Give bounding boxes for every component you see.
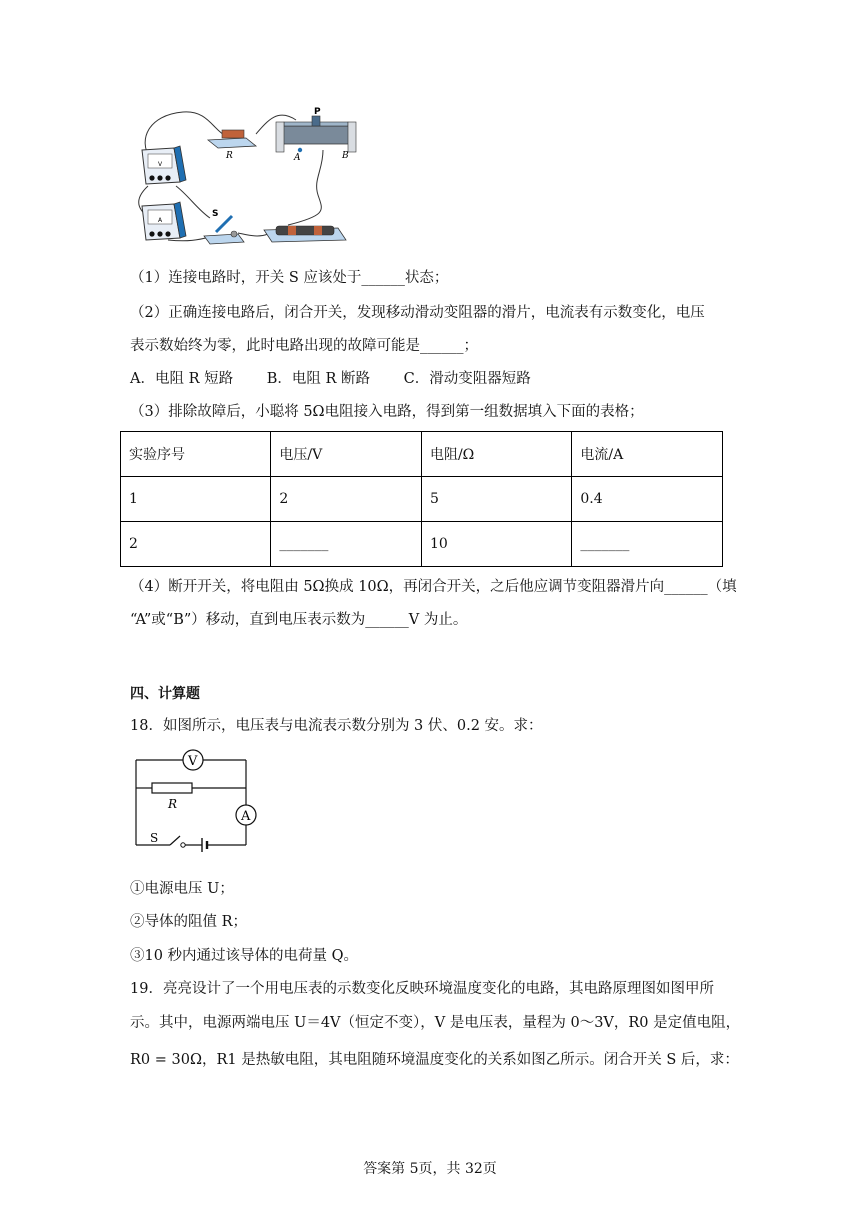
table-cell: _______ <box>271 522 422 567</box>
table-cell: 5 <box>421 477 571 522</box>
table-header-row <box>121 432 723 477</box>
switch-s <box>204 209 244 244</box>
svg-text:A: A <box>158 217 163 224</box>
battery <box>264 226 346 242</box>
table-row <box>121 477 723 522</box>
q17-part1: （1）连接电路时，开关 S 应该处于______状态； <box>130 270 449 286</box>
svg-text:P: P <box>314 107 321 117</box>
svg-text:A: A <box>241 809 251 824</box>
section-heading: 四、计算题 <box>130 686 200 702</box>
svg-text:S: S <box>212 209 219 219</box>
table-cell: 10 <box>421 522 571 567</box>
q19-line-1: 19．亮亮设计了一个用电压表的示数变化反映环境温度变化的电路，其电路原理图如图甲所 <box>130 981 714 997</box>
q17-part4-line2: “A”或“B”）移动，直到电压表示数为______V 为止。 <box>130 612 468 628</box>
table-cell: 2 <box>121 522 271 567</box>
q19-line-3: R0 = 30Ω，R1 是热敏电阻，其电阻随环境温度变化的关系如图乙所示。闭合开关 S 后，求： <box>130 1052 739 1068</box>
data-table <box>120 431 723 567</box>
voltmeter <box>142 146 186 184</box>
q18-item-3: ③10 秒内通过该导体的电荷量 Q。 <box>130 948 359 964</box>
rheostat <box>276 107 356 163</box>
table-cell: 1 <box>121 477 271 522</box>
svg-text:B: B <box>342 151 349 161</box>
q18-item-1: ①电源电压 U； <box>130 881 234 897</box>
page-footer: 答案第 5页，共 32页 <box>363 1161 497 1177</box>
switch-symbol <box>170 836 180 845</box>
svg-text:S: S <box>150 831 159 845</box>
q18-stem: 18．如图所示，电压表与电流表示数分别为 3 伏、0.2 安。求： <box>130 718 543 734</box>
table-header-cell: 电压/V <box>271 432 422 477</box>
circuit-apparatus-figure <box>128 100 368 250</box>
circuit-schematic-figure <box>128 745 268 857</box>
svg-text:R: R <box>226 151 233 161</box>
svg-text:V: V <box>188 754 198 769</box>
svg-text:V: V <box>158 161 163 168</box>
ammeter <box>142 202 186 240</box>
resistor-symbol <box>152 783 192 793</box>
q17-part4-line1: （4）断开开关，将电阻由 5Ω换成 10Ω，再闭合开关，之后他应调节变阻器滑片向______（填 <box>130 579 737 595</box>
table-cell: _______ <box>572 522 723 567</box>
table-cell: 0.4 <box>572 477 723 522</box>
table-row <box>121 522 723 567</box>
table-header-cell: 电阻/Ω <box>421 432 571 477</box>
q17-part2-line1: （2）正确连接电路后，闭合开关，发现移动滑动变阻器的滑片，电流表有示数变化，电压 <box>130 305 705 321</box>
q19-line-2: 示。其中，电源两端电压 U＝4V（恒定不变），V 是电压表，量程为 0～3V，R0 是定值电阻， <box>130 1015 741 1031</box>
q17-options: A．电阻 R 短路 B．电阻 R 断路 C．滑动变阻器短路 <box>130 371 531 387</box>
svg-text:R: R <box>168 797 178 811</box>
table-header-cell: 实验序号 <box>121 432 271 477</box>
q18-item-2: ②导体的阻值 R； <box>130 914 248 930</box>
q17-part2-line2: 表示数始终为零，此时电路出现的故障可能是______； <box>130 338 478 354</box>
table-header-cell: 电流/A <box>572 432 723 477</box>
table-cell: 2 <box>271 477 422 522</box>
svg-text:A: A <box>294 153 301 163</box>
q17-part3: （3）排除故障后，小聪将 5Ω电阻接入电路，得到第一组数据填入下面的表格； <box>130 404 644 420</box>
resistor-r <box>208 130 256 161</box>
